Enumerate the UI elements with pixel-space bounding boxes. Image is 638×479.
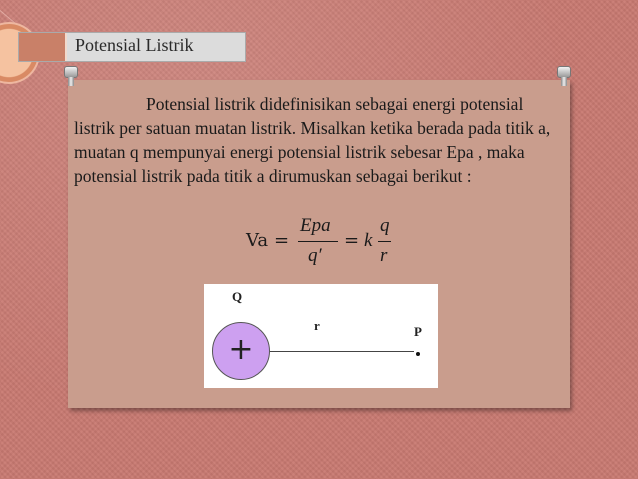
definition-text: Potensial listrik didefinisikan sebagai energi potensial listrik per satuan muatan listrik. Misalkan ketika berada pada titik a, muatan q mempunyai energi potensial listrik sebesar Epa , maka potensial listrik pada titik a dirumuskan sebagai berikut : xyxy=(74,94,551,186)
equation-numerator-epa: Epa xyxy=(300,215,331,236)
potential-equation xyxy=(246,213,406,269)
equation-equals: = xyxy=(274,230,290,251)
slide-title: Potensial Listrik xyxy=(75,35,194,55)
definition-paragraph xyxy=(74,92,564,188)
plus-sign: + xyxy=(228,332,254,367)
charge-diagram xyxy=(204,284,438,388)
distance-label-r: r xyxy=(314,318,320,333)
equation-denominator-q-prime: q′ xyxy=(308,245,322,266)
pushpin-icon xyxy=(63,66,79,86)
fraction-bar xyxy=(378,241,391,242)
pushpin-icon xyxy=(556,66,572,86)
charge-label-q: Q xyxy=(232,289,243,304)
equation-equals: = xyxy=(344,230,360,251)
equation-lhs: Va xyxy=(246,230,269,251)
fraction-bar xyxy=(298,241,338,242)
point-p-dot xyxy=(416,352,420,356)
equation-numerator-q: q xyxy=(380,215,390,236)
positive-charge-circle xyxy=(212,322,270,380)
distance-line xyxy=(270,351,414,352)
equation-denominator-r: r xyxy=(380,245,388,266)
equation-constant-k: k xyxy=(364,230,373,251)
title-banner-cap xyxy=(19,33,67,61)
point-label-p: P xyxy=(414,324,422,339)
